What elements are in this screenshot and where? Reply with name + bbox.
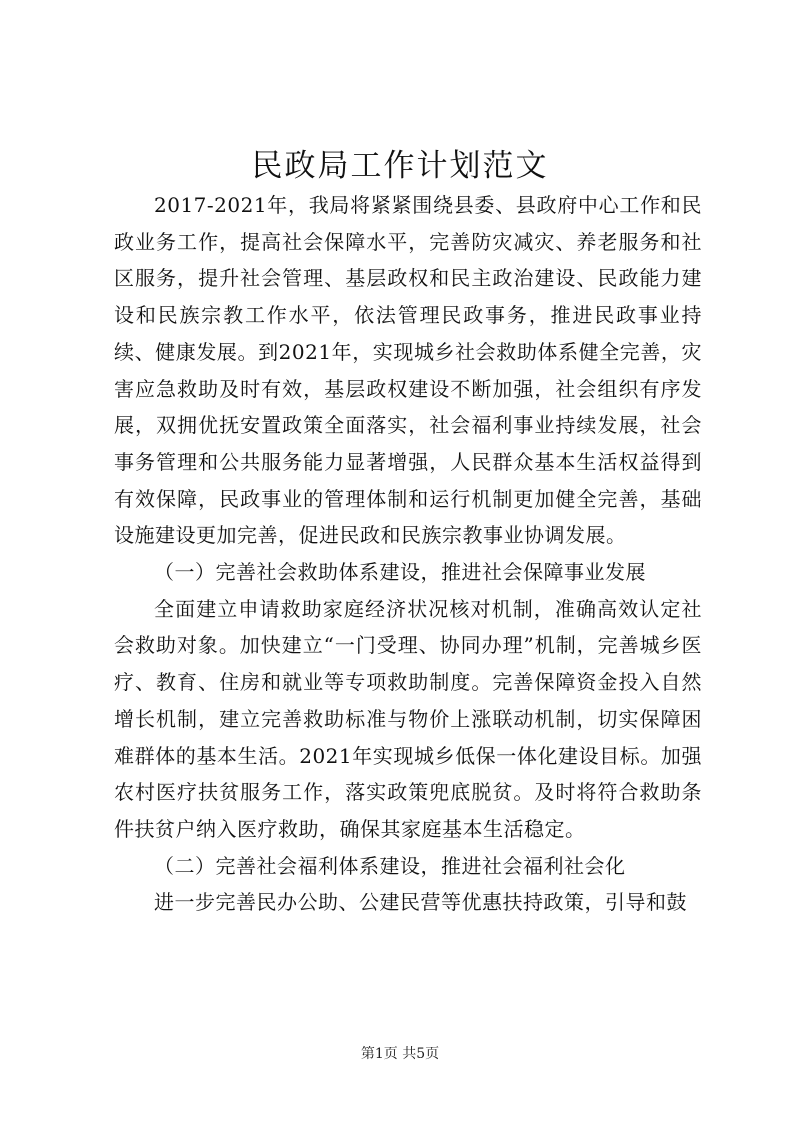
paragraph-intro: 2017-2021年，我局将紧紧围绕县委、县政府中心工作和民政业务工作，提高社会保障水平，完善防灾减灾、养老服务和社区服务，提升社会管理、基层政权和民主政治建设、民政能力建设和民族宗教工作水平，依法管理民政事务，推进民政事业持续、健康发展。到2021年，实现城乡社会救助体系健全完善，灾害应急救助及时有效，基层政权建设不断加强，社会组织有序发展，双拥优抚安置政策全面落实，社会福利事业持续发展，社会事务管理和公共服务能力显著增强，人民群众基本生活权益得到有效保障，民政事业的管理体制和运行机制更加健全完善，基础设施建设更加完善，促进民政和民族宗教事业协调发展。	[114, 193, 702, 548]
section-heading-1: （一）完善社会救助体系建设，推进社会保障事业发展	[154, 560, 646, 585]
page-footer: 第1页 共5页	[360, 1046, 440, 1062]
paragraph-social-welfare: 进一步完善民办公助、公建民营等优惠扶持政策，引导和鼓	[154, 890, 687, 915]
paragraph-social-assistance: 全面建立申请救助家庭经济状况核对机制，准确高效认定社会救助对象。加快建立“一门受理、协同办理”机制，完善城乡医疗、教育、住房和就业等专项救助制度。完善保障资金投入自然增长机制，建立完善救助标准与物价上涨联动机制，切实保障困难群体的基本生活。2021年实现城乡低保一体化建设目标。加强农村医疗扶贫服务工作，落实政策兜底脱贫。及时将符合救助条件扶贫户纳入医疗救助，确保其家庭基本生活稳定。	[114, 596, 702, 841]
document-body	[114, 187, 702, 921]
document-title: 民政局工作计划范文	[251, 148, 549, 184]
section-heading-2: （二）完善社会福利体系建设，推进社会福利社会化	[154, 853, 626, 878]
